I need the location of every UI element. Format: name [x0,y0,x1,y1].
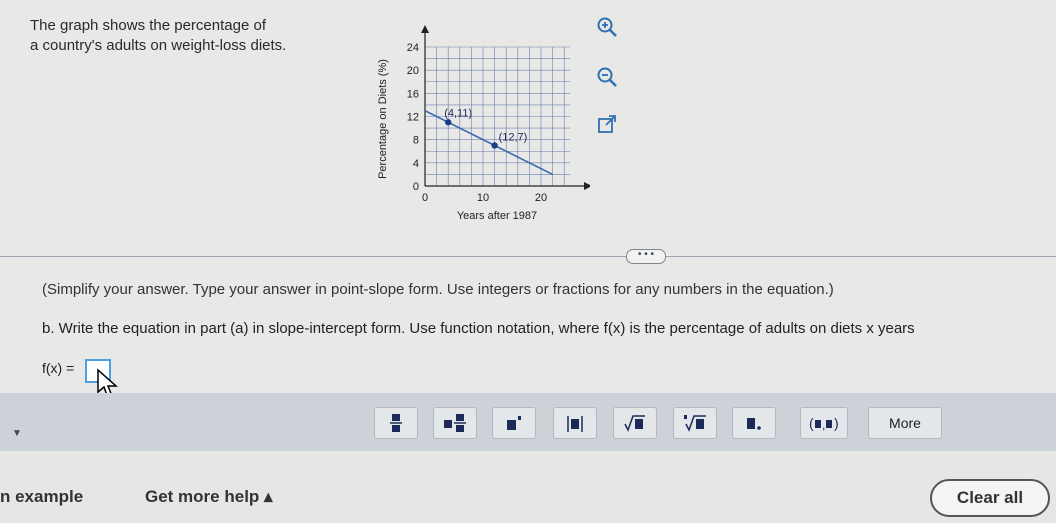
answer-label: f(x) = [42,360,75,376]
y-axis-label: Percentage on Diets (%) [377,59,389,179]
zoom-out-icon[interactable] [594,64,620,90]
square-root-button[interactable] [613,407,657,439]
y-tick-label: 12 [406,111,419,124]
problem-line-1: The graph shows the percentage of [30,17,266,34]
series [425,107,553,174]
data-point [445,119,451,125]
part-b-question: b. Write the equation in part (a) in slope-intercept form. Use function notation, where f(x) is the percentage of adults on diets x years [42,320,915,337]
x-tick-label: 20 [534,192,548,204]
data-point-label: (12,7) [498,131,528,144]
svg-text:(: ( [809,415,814,431]
popout-icon[interactable] [594,112,620,138]
data-point-label: (4,11) [444,107,473,120]
ordered-pair-button[interactable] [800,407,848,439]
decimal-button[interactable] [732,407,776,439]
y-tick-label: 20 [406,65,419,78]
section-divider [0,256,1056,257]
data-point [491,142,497,148]
svg-text:): ) [834,415,839,431]
x-tick-label: 0 [421,192,429,204]
tick-labels [407,42,547,204]
exponent-button[interactable] [492,407,536,439]
y-tick-label: 4 [412,157,419,170]
toolbar-toggle-icon[interactable]: ▼ [12,428,22,439]
view-example-link[interactable]: n example [0,487,84,506]
svg-text:,: , [822,418,826,432]
cube-root-button[interactable] [673,407,717,439]
zoom-in-icon[interactable] [594,14,620,40]
absolute-value-button[interactable] [553,407,597,439]
problem-line-2: a country's adults on weight-loss diets. [30,37,287,54]
more-button[interactable]: More [868,407,942,439]
y-tick-label: 8 [412,134,419,147]
mixed-number-button[interactable] [433,407,477,439]
y-tick-label: 0 [412,181,419,193]
clear-all-button[interactable]: Clear all [930,479,1050,517]
x-axis-arrow [584,182,590,190]
expand-dots-button[interactable]: • • • [626,249,666,264]
x-axis-label: Years after 1987 [456,210,538,222]
weight-loss-graph [370,14,590,239]
y-tick-label: 16 [406,88,419,101]
trend-line [425,111,553,175]
problem-text [30,16,360,56]
instruction-text: (Simplify your answer. Type your answer in point-slope form. Use integers or fractions for any numbers in the equation.) [42,281,834,298]
x-tick-label: 10 [476,192,490,204]
y-axis-arrow [421,25,429,33]
fraction-button[interactable] [374,407,418,439]
get-more-help-link[interactable]: Get more help ▴ [145,487,273,506]
y-tick-label: 24 [406,42,419,54]
